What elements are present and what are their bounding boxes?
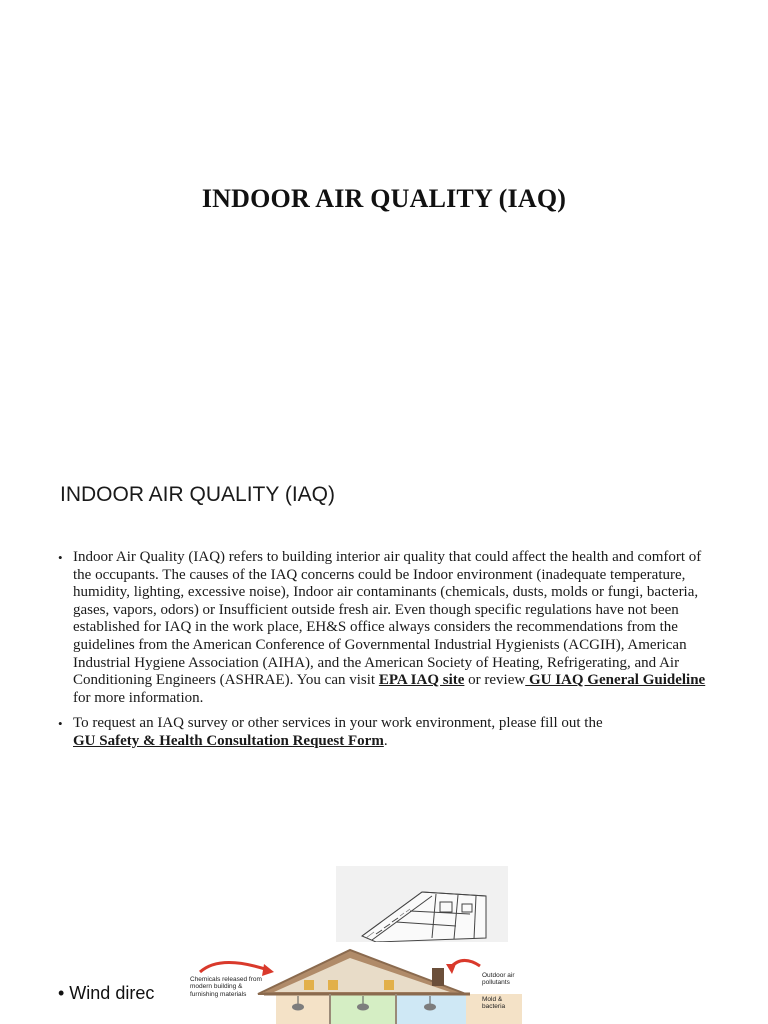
bullet-list [56, 549, 716, 759]
bullet-text: for more information. [73, 689, 204, 706]
epa-iaq-site-link[interactable]: EPA IAQ site [378, 672, 465, 689]
bullet-text: Indoor Air Quality (IAQ) refers to building interior air quality that could affect the health and comfort of the occupants. The causes of the IAQ concerns could be Indoor environment (inadequate temperature, humidity, lighting, excessive noise), Indoor air contaminants (chemicals, dusts, molds or fungi, bacteria, gases, vapors, odors) or Insufficient outside fresh air. Even though specific regulations have not been established for IAQ in the work place, EH&S office always considers the recommendations from the guidelines from the American Conference of Governmental Industrial Hygienists (ACGIH), American Industrial Hygiene Association (AIHA), and the American Society of Heating, Refrigerating, and Air Conditioning Engineers (ASHRAE). You can visit [73, 549, 702, 689]
bullet-text: . [383, 732, 388, 749]
bullet-text: or review [464, 672, 526, 689]
label-chemicals: Chemicals released from modern building & furnishing materials [190, 976, 262, 998]
bullet-iaq-definition [56, 549, 716, 707]
bullet-text: To request an IAQ survey or other services in your work environment, please fill out the [73, 715, 603, 732]
iaq-house-diagram [180, 944, 526, 1024]
building-sketch-image [336, 866, 508, 942]
label-outdoor-pollutants: Outdoor air pollutants [482, 972, 515, 987]
section-heading: INDOOR AIR QUALITY (IAQ) [60, 483, 335, 506]
label-mold-bacteria: Mold & bacteria [482, 996, 506, 1011]
wind-direction-bullet: • Wind direc [58, 983, 155, 1003]
gu-iaq-guideline-link[interactable]: GU IAQ General Guideline [525, 672, 706, 689]
consultation-request-form-link[interactable]: GU Safety & Health Consultation Request Form [73, 732, 384, 749]
slide-title: INDOOR AIR QUALITY (IAQ) [201, 184, 567, 213]
bullet-request-survey [56, 715, 716, 750]
